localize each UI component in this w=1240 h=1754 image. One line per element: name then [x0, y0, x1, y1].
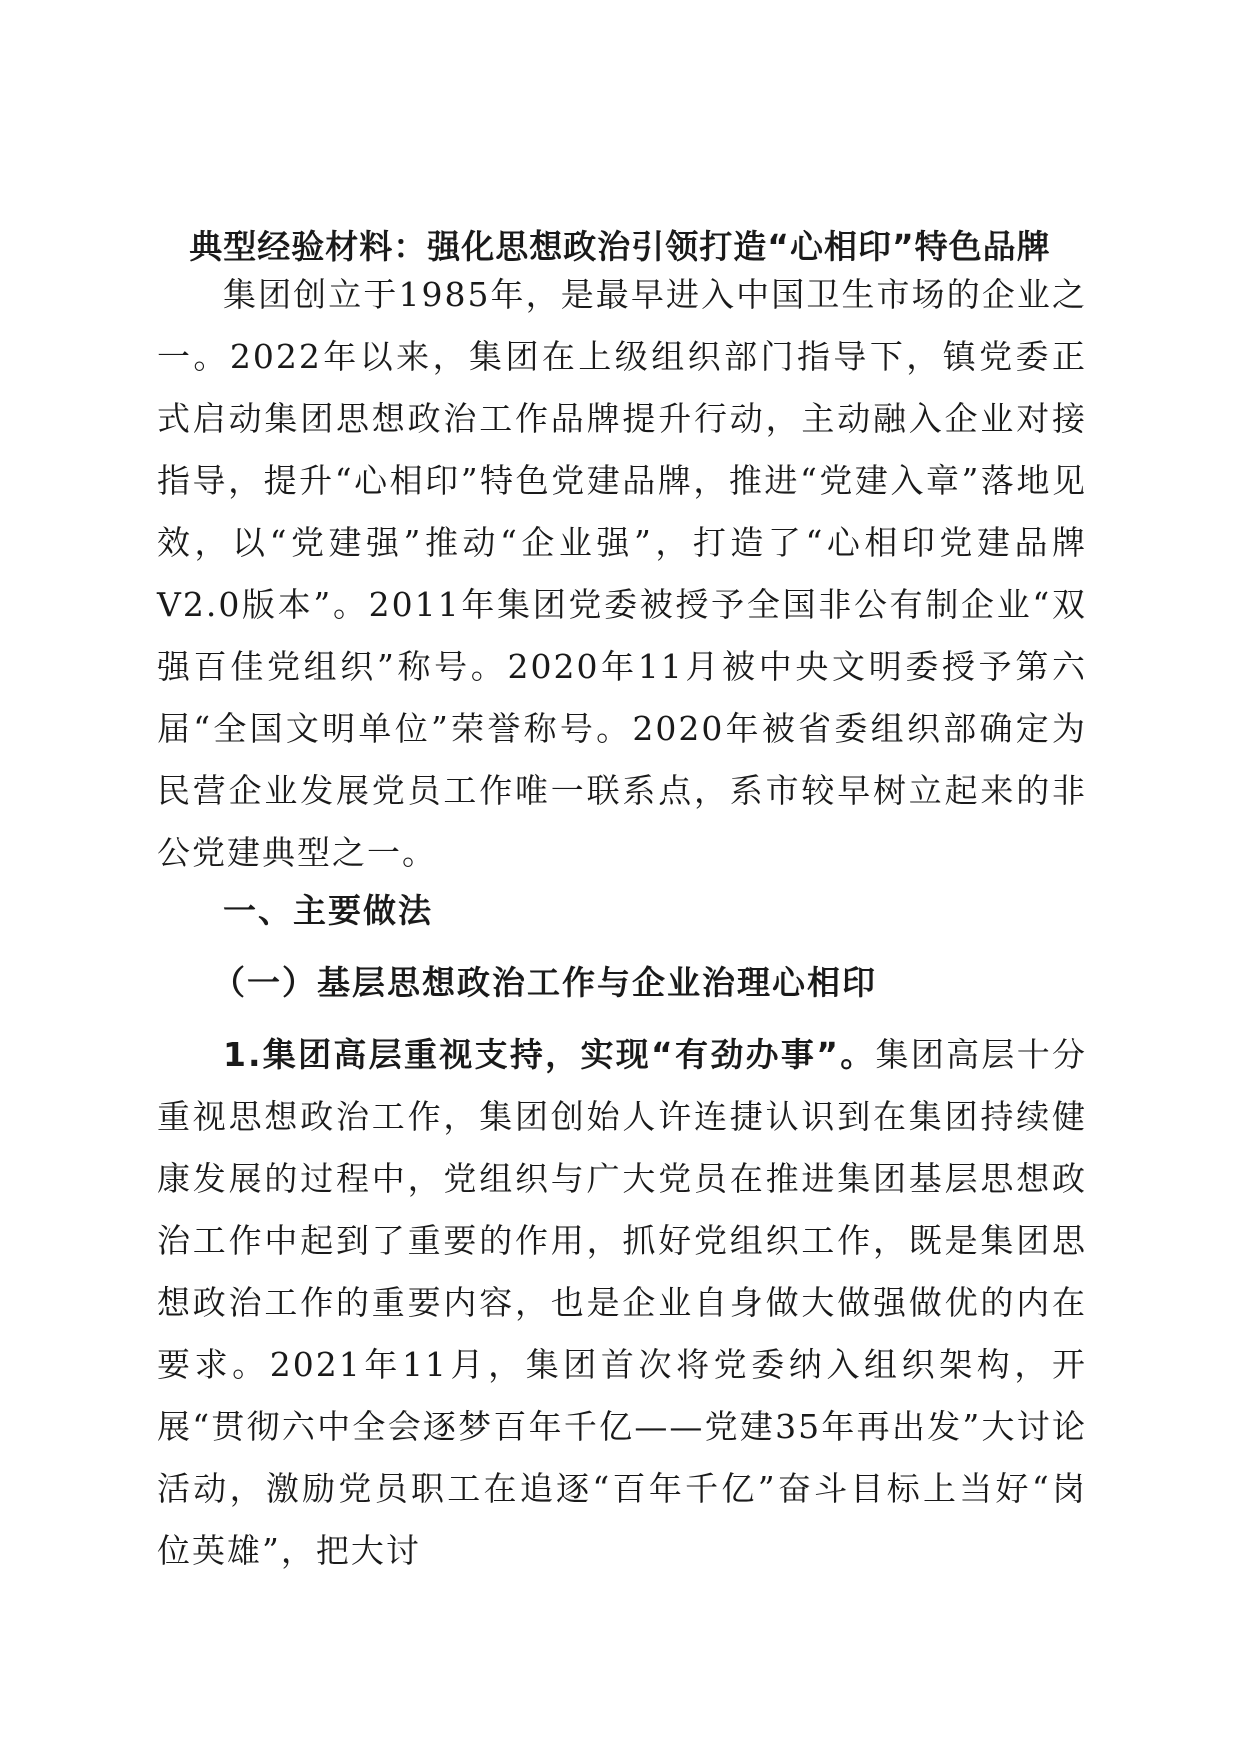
item-paragraph [157, 1024, 1087, 1582]
item-body: 集团高层十分重视思想政治工作，集团创始人许连捷认识到在集团持续健康发展的过程中，党组织与广大党员在推进集团基层思想政治工作中起到了重要的作用，抓好党组织工作，既是集团思想政治工作的重要内容，也是企业自身做大做强做优的内在要求。2021年11月，集团首次将党委纳入组织架构，开展“贯彻六中全会逐梦百年千亿——党建35年再出发”大讨论活动，激励党员职工在追逐“百年千亿”奋斗目标上当好“岗位英雄”，把大讨 [157, 1035, 1087, 1570]
section-heading: 一、主要做法 [223, 891, 433, 930]
document-title: 典型经验材料：强化思想政治引领打造“心相印”特色品牌 [189, 227, 1051, 266]
intro-paragraph: 集团创立于1985年，是最早进入中国卫生市场的企业之一。2022年以来，集团在上级组织部门指导下，镇党委正式启动集团思想政治工作品牌提升行动，主动融入企业对接指导，提升“心相印”特色党建品牌，推进“党建入章”落地见效，以“党建强”推动“企业强”，打造了“心相印党建品牌V2.0版本”。2011年集团党委被授予全国非公有制企业“双强百佳党组织”称号。2020年11月被中央文明委授予第六届“全国文明单位”荣誉称号。2020年被省委组织部确定为民营企业发展党员工作唯一联系点，系市较早树立起来的非公党建典型之一。 [157, 275, 1087, 872]
item-lead: 1.集团高层重视支持，实现“有劲办事”。 [223, 1035, 876, 1074]
subsection-heading: （一）基层思想政治工作与企业治理心相印 [212, 963, 877, 1002]
